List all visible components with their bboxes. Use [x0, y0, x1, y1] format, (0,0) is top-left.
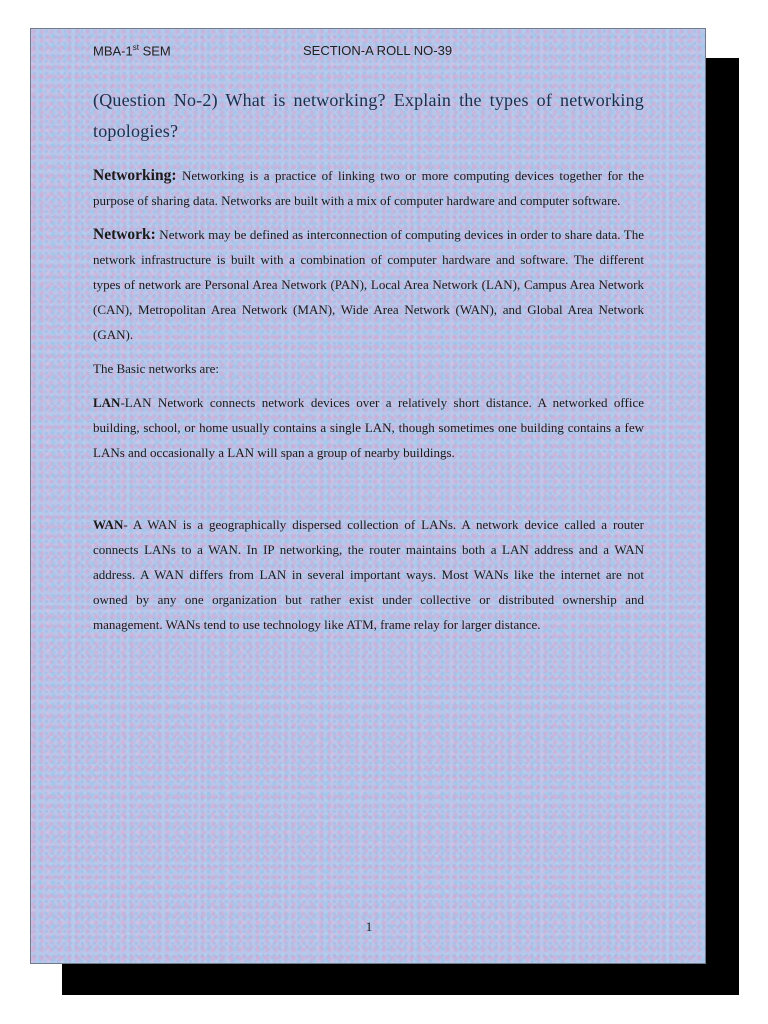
paragraph-networking	[93, 163, 644, 213]
term-network: Network:	[93, 226, 156, 243]
spacer	[93, 474, 644, 512]
paragraph-wan	[93, 512, 644, 637]
paragraph-wan-text: - A WAN is a geographically dispersed collection of LANs. A network device called a router connects LANs to a WAN. In IP networking, the router maintains both a LAN address and a WAN address. A WAN differs from LAN in several important ways. Most WANs like the internet are not owned by any one organization but rather exist under collective or distributed ownership and management. WANs tend to use technology like ATM, frame relay for larger distance.	[93, 517, 644, 632]
paragraph-lan-text: -LAN Network connects network devices over a relatively short distance. A networked office building, school, or home usually contains a single LAN, though sometimes one building contains a few LANs and occasionally a LAN will span a group of nearby buildings.	[93, 395, 644, 460]
term-wan: WAN	[93, 517, 124, 532]
paragraph-basic-networks: The Basic networks are:	[93, 361, 219, 376]
term-networking: Networking:	[93, 167, 177, 184]
page-content	[93, 85, 644, 646]
page-number: 1	[365, 919, 373, 934]
paragraph-networking-text: Networking is a practice of linking two or more computing devices together for the purpose of sharing data. Networks are built with a mix of computer hardware and computer software.	[93, 168, 644, 208]
question-heading: (Question No-2) What is networking? Explain the types of networking topologies?	[93, 90, 644, 141]
header-course-sup: st	[132, 43, 139, 52]
paragraph-network-text: Network may be defined as interconnection of computing devices in order to share data. The network infrastructure is built with a combination of computer hardware and software. The different types of network are Personal Area Network (PAN), Local Area Network (LAN), Campus Area Network (CAN), Metropolitan Area Network (MAN), Wide Area Network (WAN), and Global Area Network (GAN).	[93, 227, 644, 342]
term-lan: LAN	[93, 395, 121, 410]
paragraph-lan	[93, 390, 644, 465]
paragraph-network	[93, 222, 644, 347]
header-course-suffix: SEM	[138, 43, 171, 59]
header-section-roll: SECTION-A ROLL NO-39	[303, 43, 453, 58]
document-page	[30, 28, 706, 964]
header-course	[93, 43, 171, 58]
header-course-prefix: MBA-1	[93, 43, 133, 59]
